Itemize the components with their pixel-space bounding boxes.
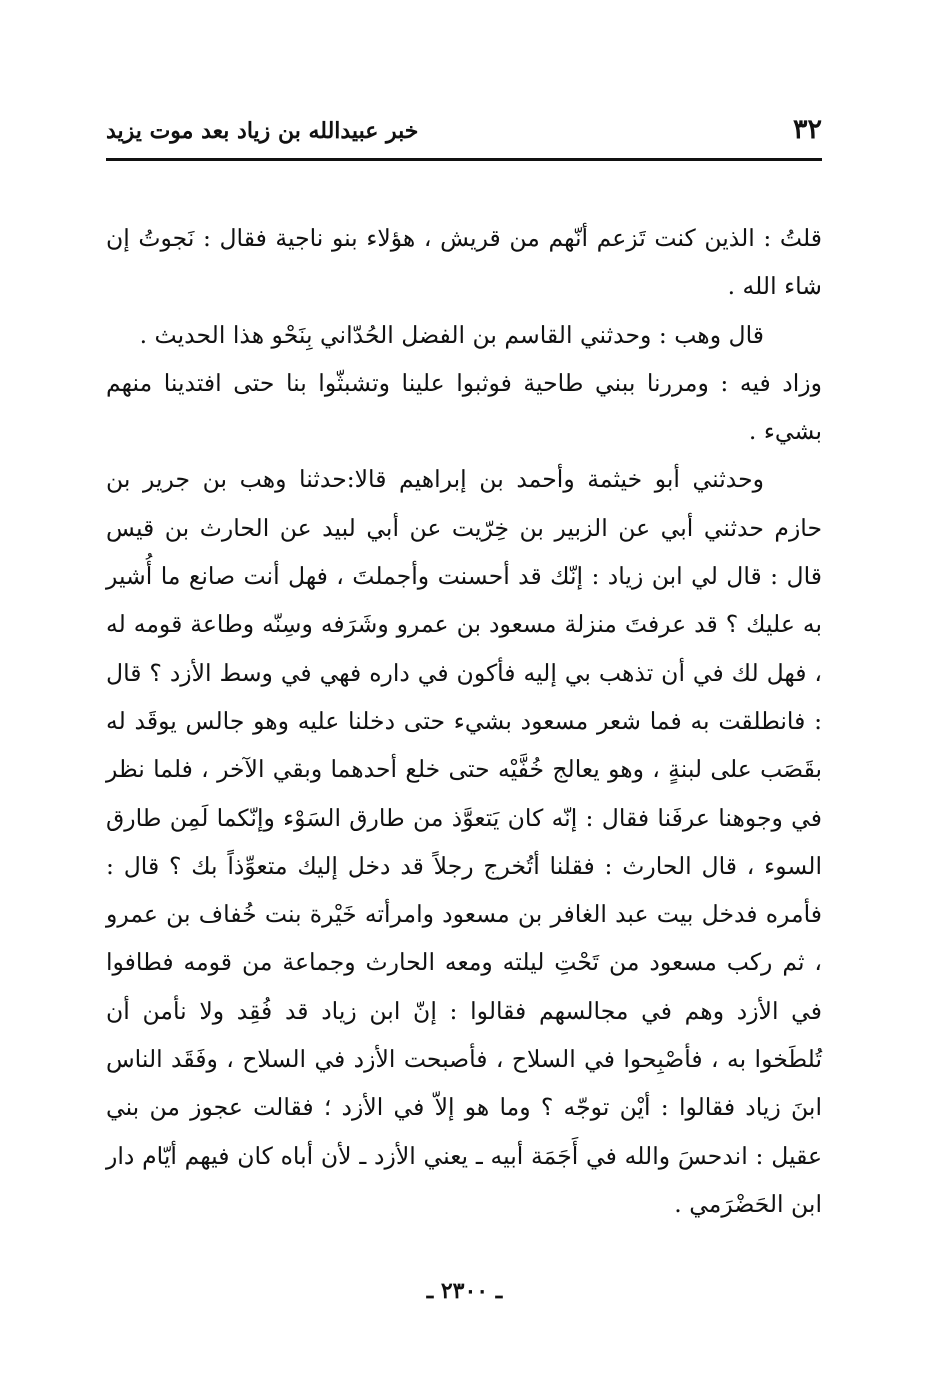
paragraph: وزاد فيه : ومررنا ببني طاحية فوثبوا علينا وتشبثّوا بنا حتى افتدينا منهم بشيء . <box>106 368 822 446</box>
paragraph: قال وهب : وحدثني القاسم بن الفضل الحُدّاني بِنَحْو هذا الحديث . <box>139 320 764 349</box>
running-header <box>106 112 822 156</box>
page-number: ٣٢ <box>792 114 822 145</box>
header-divider <box>106 158 822 161</box>
body-text <box>106 214 822 1228</box>
paragraph: قلتُ : الذين كنت تَزعم أنّهم من قريش ، هؤلاء بنو ناجية فقال : نَجوتُ إن شاء الله . <box>106 224 822 301</box>
paragraph: وحدثني أبو خيثمة وأحمد بن إبراهيم قالا:حدثنا وهب بن جرير بن حازم حدثني أبي عن الزبير بن خِرّيت عن أبي لبيد عن الحارث بن قيس قال : قال لي ابن زياد : إنّك قد أحسنت وأجملتَ ، فهل أنت صانع ما أُشير به عليك ؟ قد عرفتَ منزلة مسعود بن عمرو وشَرَفه وسِنّه وطاعة قومه له ، فهل لك في أن تذهب بي إليه فأكون في داره فهي في وسط الأزد ؟ قال : فانطلقت به فما شعر مسعود بشيء حتى دخلنا عليه وهو جالس يوقَد له بقَصَب على لبنةٍ ، وهو يعالج خُفَّيْه حتى خلع أحدهما وبقي الآخر ، فلما نظر في وجوهنا عرفَنا فقال : إنّه كان يَتعوَّذ من طارق السَوْء وإنّكما لَمِن طارق السوء ، قال الحارث : فقلنا أتُخرج رجلاً قد دخل إليك متعوِّذاً بك ؟ قال : فأمره فدخل بيت عبد الغافر بن مسعود وامرأته خَيْرة بنت خُفاف بن عمرو ، ثم ركب مسعود من تَحْتِ ليلته ومعه الحارث وجماعة من قومه فطافوا في الأزد وهم في مجالسهم فقالوا : إنّ ابن زياد قد فُقِد ولا نأمن أن تُلطَخوا به ، فأصْبِحوا في السلاح ، فأصبحت الأزد في السلاح ، وفَقَد الناس ابنَ زياد فقالوا : أيْن توجّه ؟ وما هو إلاّ في الأزد ؛ فقالت عجوز من بني عقيل : اندحسَ والله في أَجَمَة أبيه ـ يعني الأزد ـ لأن أباه كان فيهم أيّام دار ابن الحَضْرَمي . <box>106 465 822 1218</box>
folio-number: ـ ٢٣٠٠ ـ <box>426 1278 503 1304</box>
running-header-title: خبر عبيدالله بن زياد بعد موت يزيد <box>106 118 419 144</box>
